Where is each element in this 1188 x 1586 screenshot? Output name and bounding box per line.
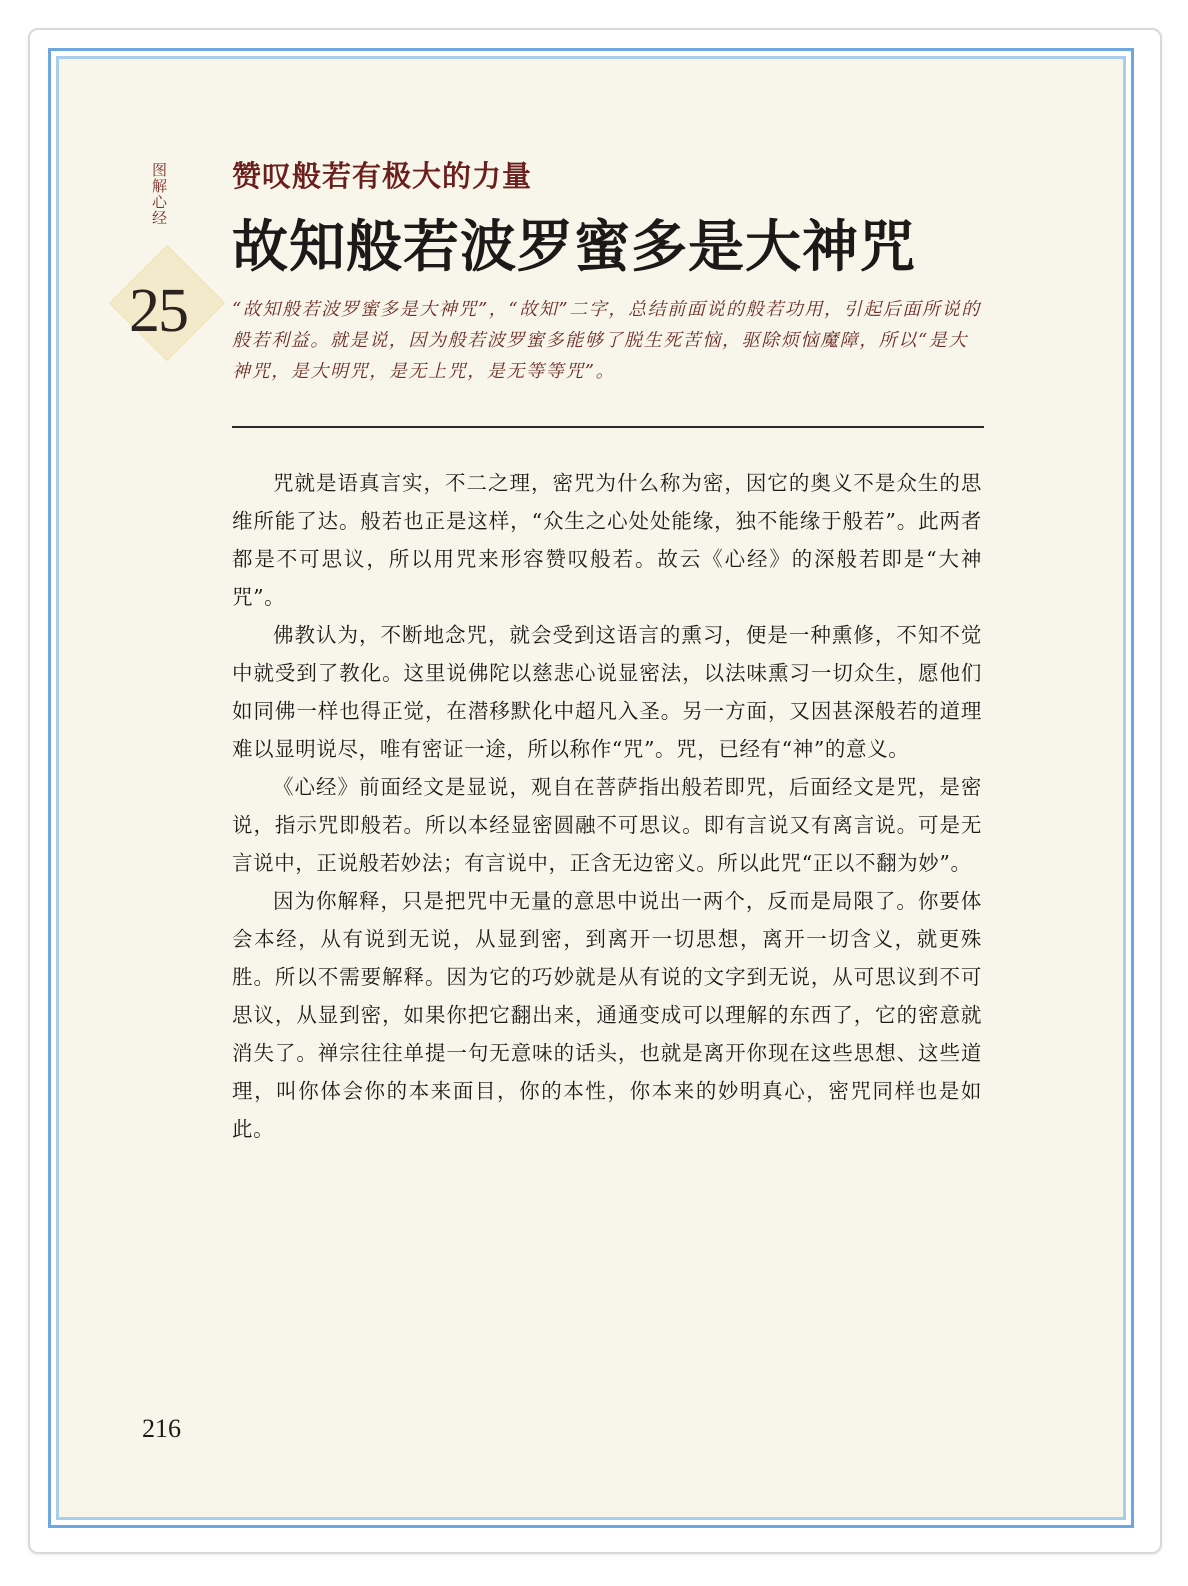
page-number: 216 bbox=[142, 1414, 181, 1443]
body-text bbox=[232, 464, 982, 1148]
chapter-number: 25 bbox=[129, 277, 187, 345]
paragraph: 佛教认为，不断地念咒，就会受到这语言的熏习，便是一种熏修，不知不觉中就受到了教化。这里说佛陀以慈悲心说显密法，以法味熏习一切众生，愿他们如同佛一样也得正觉，在潜移默化中超凡入圣。另一方面，又因甚深般若的道理难以显明说尽，唯有密证一途，所以称作“咒”。咒，已经有“神”的意义。 bbox=[232, 623, 982, 761]
title-divider bbox=[232, 426, 984, 428]
section-title: 故知般若波罗蜜多是大神咒 bbox=[232, 214, 916, 280]
book-title-side-label: 图解心经 bbox=[150, 162, 168, 226]
paragraph: 《心经》前面经文是显说，观自在菩萨指出般若即咒，后面经文是咒，是密说，指示咒即般若。所以本经显密圆融不可思议。即有言说又有离言说。可是无言说中，正说般若妙法；有言说中，正含无边密义。所以此咒“正以不翻为妙”。 bbox=[232, 775, 982, 875]
paragraph: 咒就是语真言实，不二之理，密咒为什么称为密，因它的奥义不是众生的思维所能了达。般若也正是这样，“众生之心处处能缘，独不能缘于般若”。此两者都是不可思议，所以用咒来形容赞叹般若。故云《心经》的深般若即是“大神咒”。 bbox=[232, 471, 982, 609]
intro-summary: “故知般若波罗蜜多是大神咒”，“故知”二字，总结前面说的般若功用，引起后面所说的般若利益。就是说，因为般若波罗蜜多能够了脱生死苦恼，驱除烦恼魔障，所以“是大神咒，是大明咒，是无上咒，是无等等咒”。 bbox=[232, 299, 981, 382]
paragraph: 因为你解释，只是把咒中无量的意思中说出一两个，反而是局限了。你要体会本经，从有说到无说，从显到密，到离开一切思想，离开一切含义，就更殊胜。所以不需要解释。因为它的巧妙就是从有说的文字到无说，从可思议到不可思议，从显到密，如果你把它翻出来，通通变成可以理解的东西了，它的密意就消失了。禅宗往往单提一句无意味的话头，也就是离开你现在这些思想、这些道理，叫你体会你的本来面目，你的本性，你本来的妙明真心，密咒同样也是如此。 bbox=[232, 889, 982, 1141]
section-subtitle: 赞叹般若有极大的力量 bbox=[232, 159, 533, 193]
